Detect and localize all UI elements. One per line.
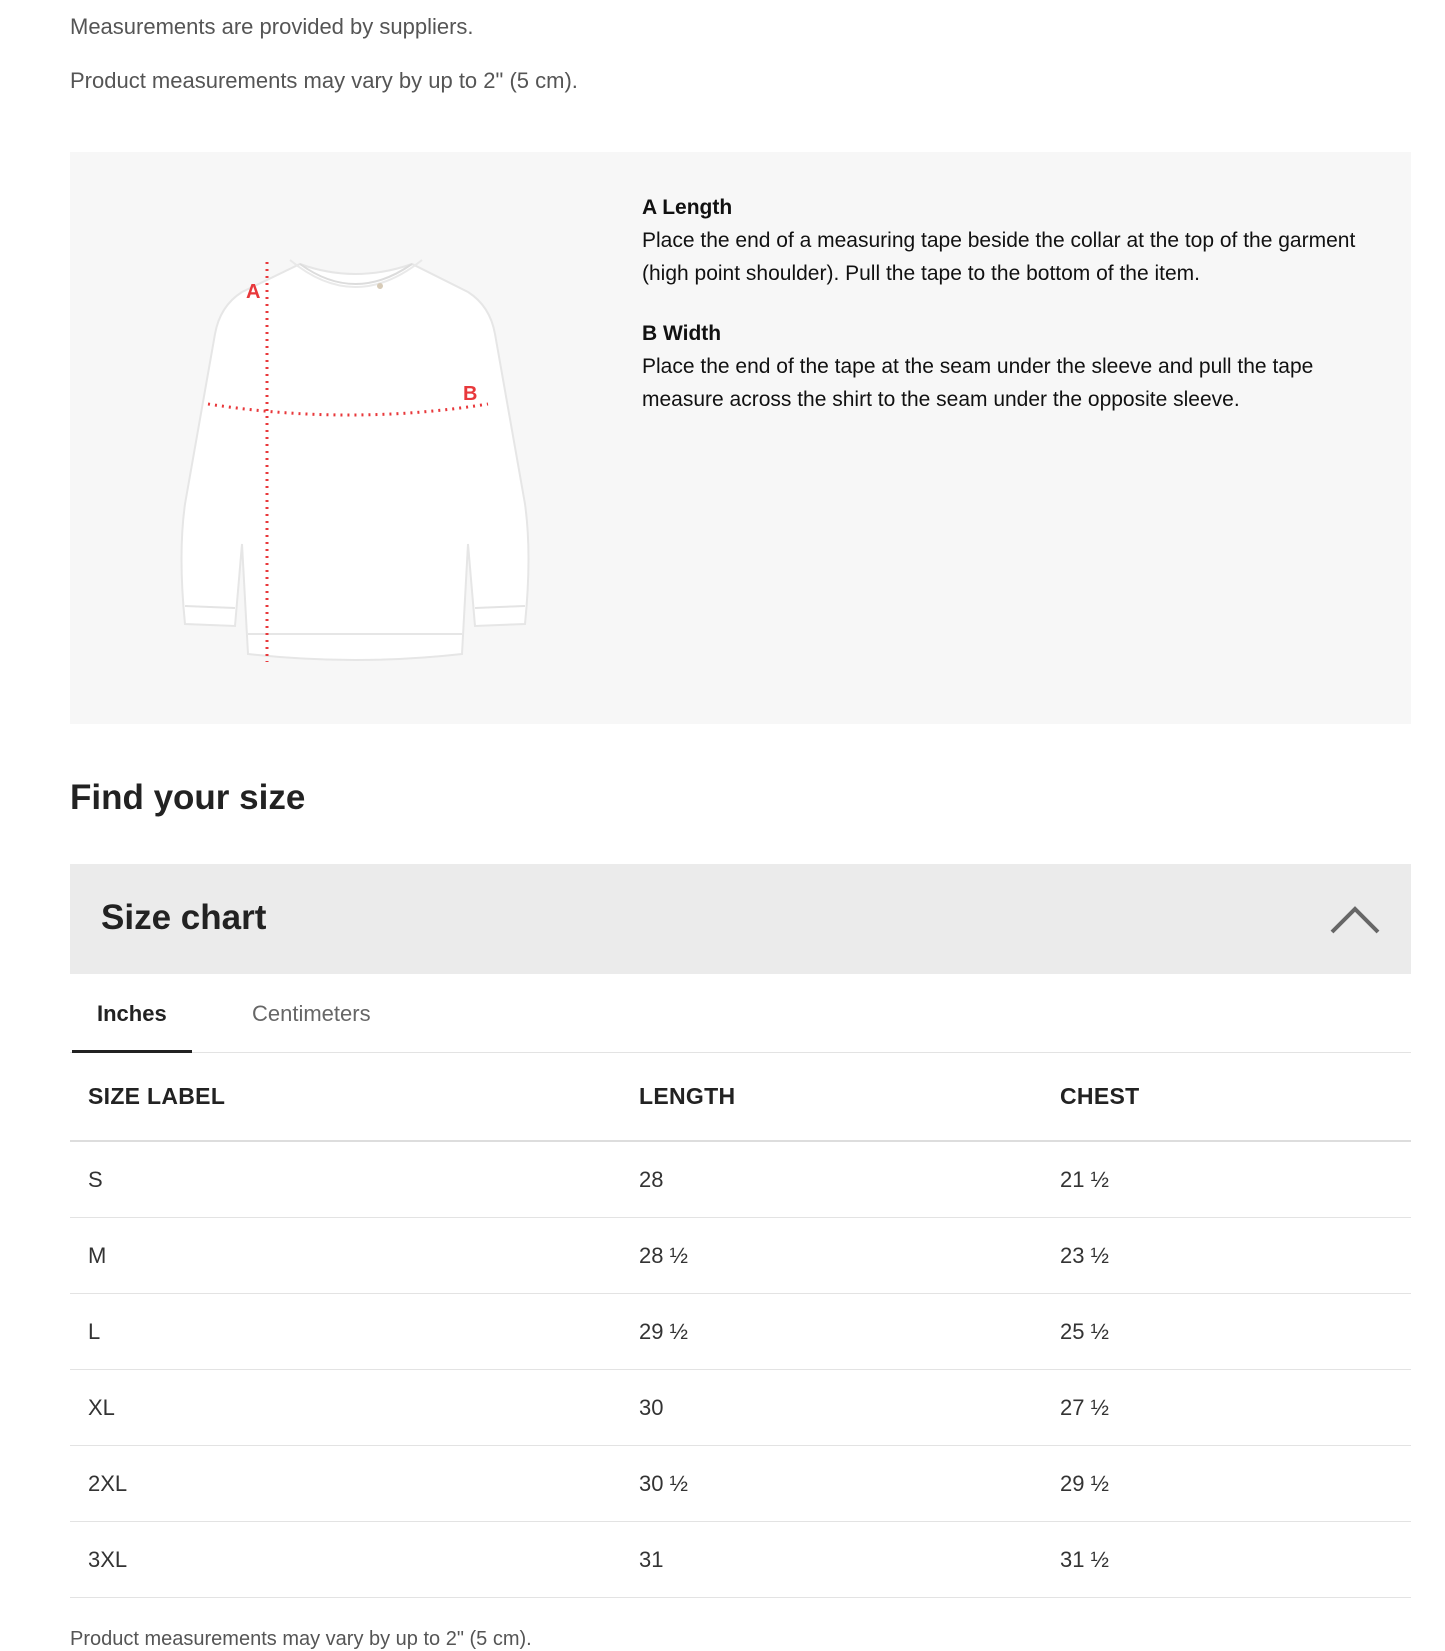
column-header-chest: CHEST bbox=[1042, 1052, 1411, 1141]
size-chart-accordion-header[interactable] bbox=[70, 864, 1411, 974]
column-header-length: LENGTH bbox=[621, 1052, 1042, 1141]
length-cell: 31 bbox=[621, 1522, 1042, 1598]
tab-inches[interactable]: Inches bbox=[72, 996, 192, 1053]
length-cell: 29 ½ bbox=[621, 1294, 1042, 1370]
chest-cell: 31 ½ bbox=[1042, 1522, 1411, 1598]
chest-cell: 25 ½ bbox=[1042, 1294, 1411, 1370]
measurement-guide bbox=[70, 152, 1411, 724]
unit-tabs bbox=[70, 974, 1411, 1053]
chevron-up-icon[interactable] bbox=[1329, 902, 1381, 936]
length-instructions: Place the end of a measuring tape beside the collar at the top of the garment (high point shoulder). Pull the tape to the bottom of the item. bbox=[642, 229, 1356, 285]
size-cell: S bbox=[70, 1141, 621, 1218]
length-title: A Length bbox=[642, 196, 733, 219]
measurement-descriptions bbox=[642, 192, 1382, 444]
size-cell: 2XL bbox=[70, 1446, 621, 1522]
sweatshirt-diagram bbox=[150, 214, 570, 664]
supplier-note: Measurements are provided by suppliers. bbox=[70, 14, 474, 39]
size-cell: 3XL bbox=[70, 1522, 621, 1598]
column-header-size: SIZE LABEL bbox=[70, 1052, 621, 1141]
label-a: A bbox=[246, 281, 261, 303]
chest-cell: 27 ½ bbox=[1042, 1370, 1411, 1446]
variance-note: Product measurements may vary by up to 2" (5 cm). bbox=[70, 68, 578, 93]
chest-cell: 21 ½ bbox=[1042, 1141, 1411, 1218]
size-cell: M bbox=[70, 1218, 621, 1294]
chest-cell: 23 ½ bbox=[1042, 1218, 1411, 1294]
table-header-row bbox=[70, 1052, 1411, 1141]
table-row bbox=[70, 1522, 1411, 1598]
table-row bbox=[70, 1141, 1411, 1218]
label-b: B bbox=[463, 383, 478, 405]
width-title: B Width bbox=[642, 322, 722, 345]
sweatshirt-shape bbox=[182, 264, 529, 660]
size-chart-title: Size chart bbox=[101, 898, 267, 937]
width-instructions: Place the end of the tape at the seam under the sleeve and pull the tape measure across the shirt to the seam under the opposite sleeve. bbox=[642, 355, 1314, 411]
table-row bbox=[70, 1370, 1411, 1446]
table-row bbox=[70, 1218, 1411, 1294]
tab-centimeters[interactable]: Centimeters bbox=[252, 1001, 371, 1026]
footer-variance-note: Product measurements may vary by up to 2" (5 cm). bbox=[70, 1628, 532, 1650]
length-cell: 30 bbox=[621, 1370, 1042, 1446]
length-cell: 30 ½ bbox=[621, 1446, 1042, 1522]
size-table bbox=[70, 1052, 1411, 1598]
table-row bbox=[70, 1446, 1411, 1522]
table-row bbox=[70, 1294, 1411, 1370]
length-cell: 28 ½ bbox=[621, 1218, 1042, 1294]
size-cell: L bbox=[70, 1294, 621, 1370]
find-size-heading: Find your size bbox=[70, 778, 306, 817]
size-cell: XL bbox=[70, 1370, 621, 1446]
chest-cell: 29 ½ bbox=[1042, 1446, 1411, 1522]
length-cell: 28 bbox=[621, 1141, 1042, 1218]
